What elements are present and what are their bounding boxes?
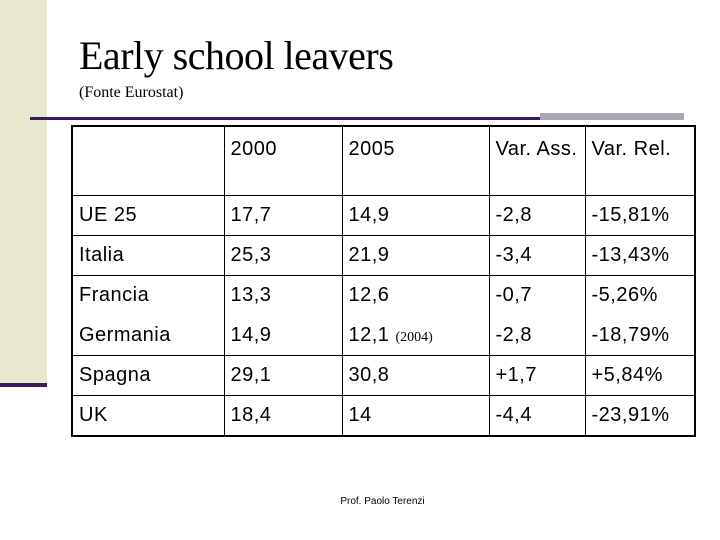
cell-country: UE 25 [72,196,224,236]
decorative-band-edge [0,383,47,387]
decorative-side-band [0,0,47,383]
early-school-leavers-table [71,125,696,437]
title-rule [30,117,540,120]
cell-country: UK [72,396,224,436]
header-var-rel: Var. Rel. [585,126,695,196]
table-row [72,356,695,396]
cell-2000: 14,9 [224,316,342,356]
table-row [72,396,695,436]
cell-var-rel: -18,79% [585,316,695,356]
cell-country: Spagna [72,356,224,396]
cell-2005: 12,6 [342,276,489,316]
cell-2000: 13,3 [224,276,342,316]
cell-country: Italia [72,236,224,276]
cell-2005-value: 12,1 [348,323,390,346]
header-2000: 2000 [224,126,342,196]
slide-footer [0,496,720,507]
table-row [72,316,695,356]
cell-var-ass: +1,7 [489,356,585,396]
cell-2005: 21,9 [342,236,489,276]
slide-title: Early school leavers [79,33,394,78]
header-2005: 2005 [342,126,489,196]
title-rule-accent [540,113,684,120]
table-row [72,276,695,316]
cell-2005 [342,316,489,356]
cell-var-rel: -13,43% [585,236,695,276]
cell-var-rel: +5,84% [585,356,695,396]
cell-2000: 18,4 [224,396,342,436]
cell-2000: 17,7 [224,196,342,236]
table-row [72,196,695,236]
cell-year-note: (2004) [395,329,433,345]
table-row [72,236,695,276]
header-var-ass: Var. Ass. [489,126,585,196]
cell-country: Francia [72,276,224,316]
cell-var-ass: -2,8 [489,196,585,236]
cell-var-rel: -15,81% [585,196,695,236]
cell-2005: 14,9 [342,196,489,236]
cell-var-rel: -23,91% [585,396,695,436]
footer-author: Prof. Paolo Terenzi [340,496,425,507]
table-header-row [72,126,695,196]
cell-var-ass: -4,4 [489,396,585,436]
slide-subtitle: (Fonte Eurostat) [79,84,184,101]
cell-var-ass: -3,4 [489,236,585,276]
cell-2000: 25,3 [224,236,342,276]
cell-2000: 29,1 [224,356,342,396]
cell-2005: 30,8 [342,356,489,396]
header-country [72,126,224,196]
cell-var-ass: -2,8 [489,316,585,356]
cell-var-ass: -0,7 [489,276,585,316]
cell-2005: 14 [342,396,489,436]
cell-country: Germania [72,316,224,356]
cell-var-rel: -5,26% [585,276,695,316]
